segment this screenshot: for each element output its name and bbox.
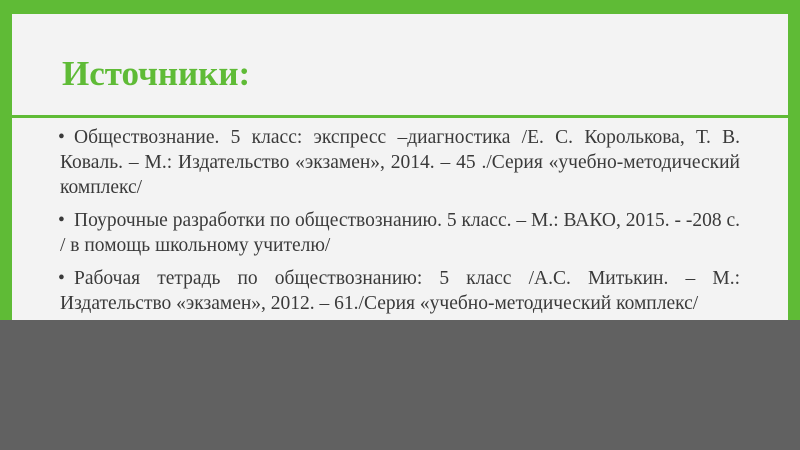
bullet-icon: • bbox=[58, 127, 65, 148]
bullet-icon: • bbox=[58, 268, 65, 289]
source-item-3 bbox=[60, 266, 740, 316]
slide-title: Источники: bbox=[62, 54, 251, 93]
source-item-2 bbox=[60, 208, 740, 258]
source-item-1 bbox=[60, 125, 740, 200]
bullet-icon: • bbox=[58, 210, 65, 231]
source-text: Рабочая тетрадь по обществознанию: 5 класс /А.С. Митькин. – М.: Издательство «экзамен», 2012. – 61./Серия «учебно-методический комплекс/ bbox=[60, 268, 740, 314]
source-text: Поурочные разработки по обществознанию. 5 класс. – М.: ВАКО, 2015. - -208 с. / в помощь школьному учителю/ bbox=[60, 210, 740, 256]
sources-list bbox=[60, 125, 740, 324]
source-text: Обществознание. 5 класс: экспресс –диагностика /Е. С. Королькова, Т. В. Коваль. – М.: Издательство «экзамен», 2014. – 45 ./Серия «учебно-методический комплекс/ bbox=[60, 127, 740, 198]
gray-overlay-panel bbox=[0, 320, 800, 450]
title-divider bbox=[12, 115, 788, 118]
